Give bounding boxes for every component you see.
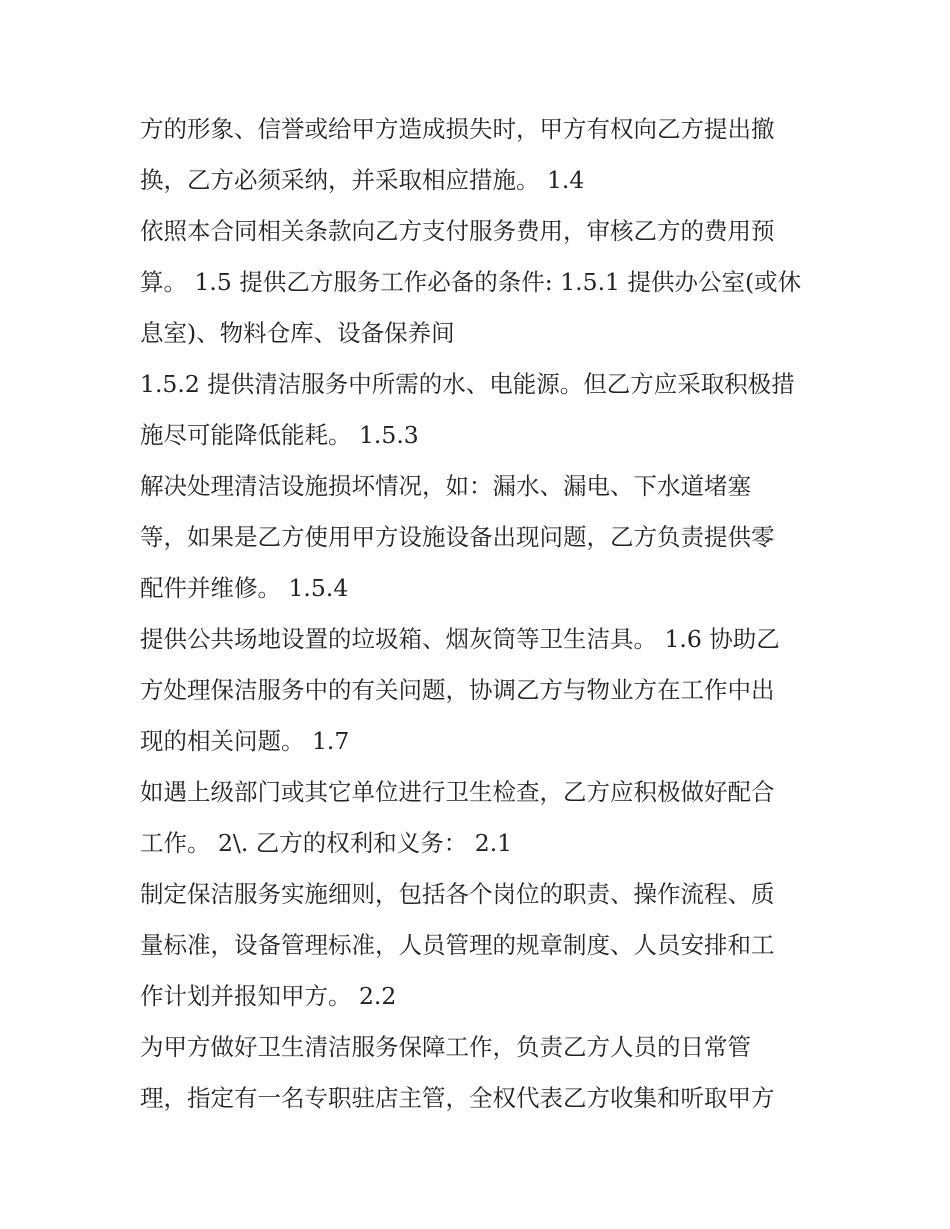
text-line: 提供公共场地设置的垃圾箱、烟灰筒等卫生洁具。 1.6 协助乙 (140, 625, 780, 653)
text-line: 工作。 2\. 乙方的权利和义务： 2.1 (140, 829, 513, 857)
text-line: 量标准，设备管理标准，人员管理的规章制度、人员安排和工 (140, 931, 775, 959)
text-line: 现的相关问题。 1.7 (140, 727, 350, 755)
text-line: 依照本合同相关条款向乙方支付服务费用，审核乙方的费用预 (140, 217, 775, 245)
text-line: 等，如果是乙方使用甲方设施设备出现问题，乙方负责提供零 (140, 523, 775, 551)
text-line: 算。 1.5 提供乙方服务工作必备的条件: 1.5.1 提供办公室(或休 (140, 268, 802, 296)
text-line: 作计划并报知甲方。 2.2 (140, 982, 397, 1010)
text-line: 方的形象、信誉或给甲方造成损失时，甲方有权向乙方提出撤 (140, 115, 775, 143)
text-line: 配件并维修。 1.5.4 (140, 574, 349, 602)
text-line: 换，乙方必须采纳，并采取相应措施。 1.4 (140, 166, 585, 194)
text-line: 如遇上级部门或其它单位进行卫生检查，乙方应积极做好配合 (140, 778, 775, 806)
text-line: 1.5.2 提供清洁服务中所需的水、电能源。但乙方应采取积极措 (140, 370, 795, 398)
text-line: 解决处理清洁设施损坏情况，如：漏水、漏电、下水道堵塞 (140, 472, 751, 500)
text-line: 理，指定有一名专职驻店主管，全权代表乙方收集和听取甲方 (140, 1084, 775, 1112)
text-line: 制定保洁服务实施细则，包括各个岗位的职责、操作流程、质 (140, 880, 775, 908)
text-line: 方处理保洁服务中的有关问题，协调乙方与物业方在工作中出 (140, 676, 775, 704)
text-line: 息室)、物料仓库、设备保养间 (140, 319, 455, 347)
text-line: 施尽可能降低能耗。 1.5.3 (140, 421, 419, 449)
document-body (140, 104, 840, 1124)
text-line: 为甲方做好卫生清洁服务保障工作，负责乙方人员的日常管 (140, 1033, 751, 1061)
